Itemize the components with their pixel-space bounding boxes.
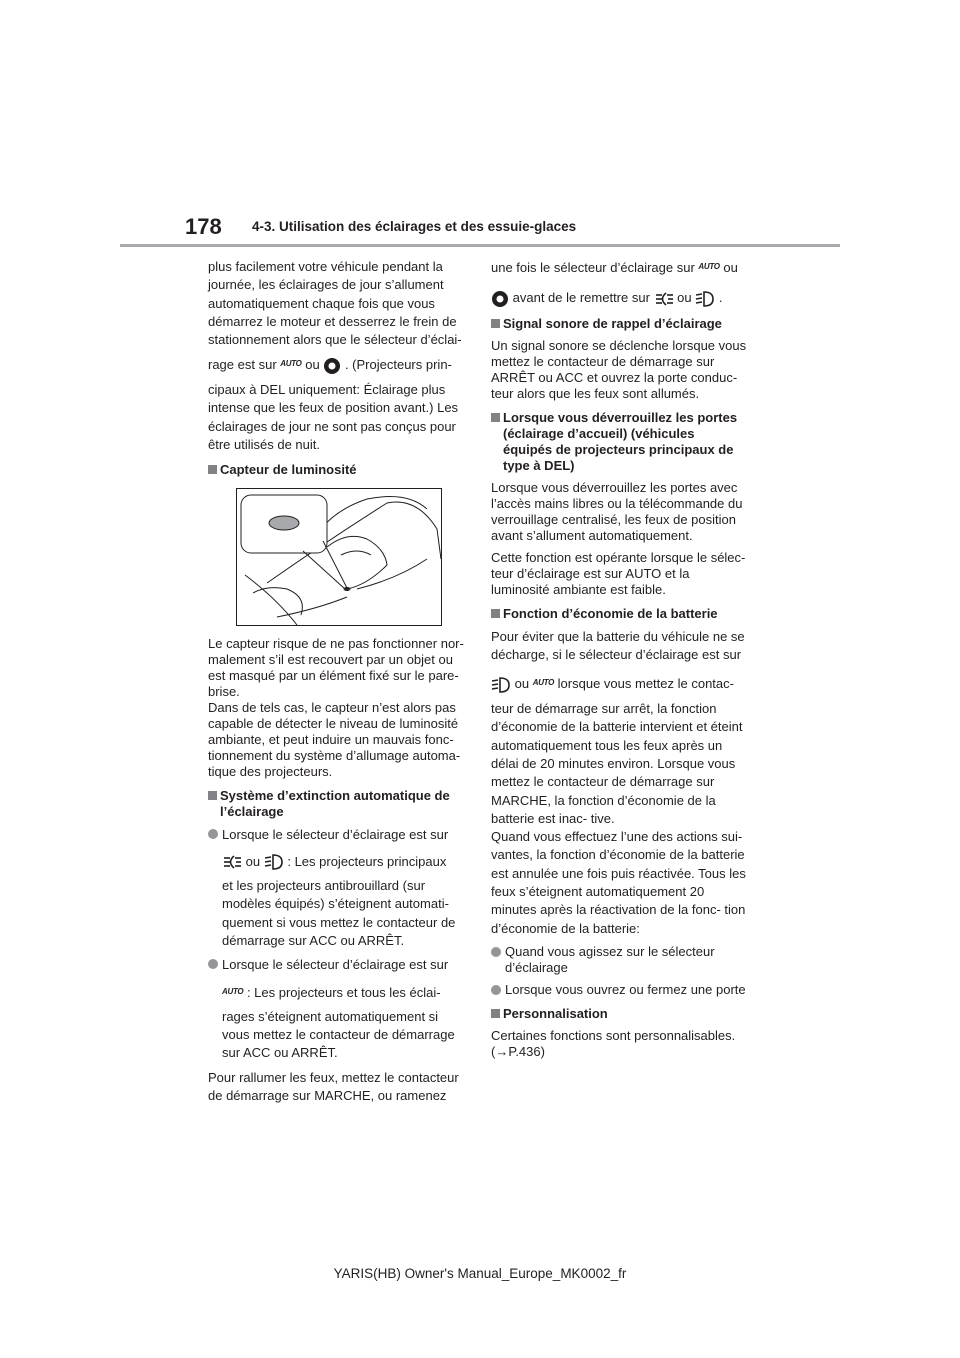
unlock-text-2: Cette fonction est opérante lorsque le sélec- teur d’éclairage est sur AUTO et la luminosité ambiante est faible. (491, 549, 746, 597)
heading-light-sensor: Capteur de luminosité (208, 462, 464, 478)
heading-auto-off: Système d’extinction automatique de l’éclairage (208, 788, 464, 820)
relight-text: Pour rallumer les feux, mettez le contacteur de démarrage sur MARCHE, ou ramenez (208, 1069, 459, 1104)
headlight-icon (654, 291, 674, 307)
auto-light-icon: AUTO (280, 359, 302, 369)
sensor-text-1: Le capteur risque de ne pas fonctionner nor- malement s’il est recouvert par un objet ou est masqué par un élément fixé sur le pare- brise. (208, 636, 464, 700)
parking-light-icon (491, 290, 509, 308)
auto-light-icon: AUTO (222, 986, 244, 996)
unlock-text-1: Lorsque vous déverrouillez les portes avec l’accès mains libres ou la télécommande du verrouillage centralisé, les feux de position avant s’allument automatiquement. (491, 479, 743, 543)
bullet-headlight-off: Lorsque le sélecteur d’éclairage est sur ou : Les projecteurs principaux et les projecteurs antibrouillard (sur modèles équipés) s’éteignent automati- quement si vous mettez le contacteur de démarrage sur ACC ou ARRÊT. (208, 826, 464, 950)
continuation-line-1: une fois le sélecteur d’éclairage sur $^{AUTO}$ ou (491, 260, 738, 275)
headlight-icon (222, 854, 242, 870)
daytime-light-icon (491, 676, 511, 694)
custom-page-reference: (→P.436) (491, 1043, 545, 1059)
parking-light-icon (323, 357, 341, 375)
bullet-auto-off: Lorsque le sélecteur d’éclairage est sur $^{AUTO}$ : Les projecteurs et tous les éclai- rages s’éteignent automatiquement si vous mettez le contacteur de démarrage sur ACC ou ARRÊT. (208, 956, 464, 1062)
custom-text: Certaines fonctions sont personnalisables. (491, 1027, 736, 1043)
battery-text-1: Pour éviter que la batterie du véhicule ne se décharge, si le sélecteur d’éclairage est sur (491, 628, 745, 663)
signal-text: Un signal sonore se déclenche lorsque vous mettez le contacteur de démarrage sur ARRÊT ou ACC et ouvrez la porte conduc- teur alors que les feux sont allumés. (491, 337, 747, 401)
auto-light-icon: AUTO (698, 262, 720, 271)
daytime-light-icon (695, 290, 715, 308)
heading-welcome-lighting: Lorsque vous déverrouillez les portes (éclairage d’accueil) (véhicules équipés de projecteurs principaux de type à DEL) (491, 410, 747, 474)
page-number: 178 (185, 214, 222, 239)
heading-reminder-signal: Signal sonore de rappel d’éclairage (491, 316, 747, 332)
intro-icon-line: rage est sur $^{AUTO}$ ou . (Projecteurs prin- (208, 355, 464, 375)
footer-manual-id: YARIS(HB) Owner's Manual_Europe_MK0002_fr (333, 1266, 627, 1281)
intro-paragraph: plus facilement votre véhicule pendant la journée, les éclairages de jour s’allument automatiquement chaque fois que vous démarrez le moteur et desserrez le frein de stationnement alors que le sélecteur d’éclai- (208, 259, 462, 348)
heading-battery-saver: Fonction d’économie de la batterie (491, 606, 747, 622)
auto-light-icon: AUTO (532, 678, 555, 688)
battery-text-4: Quand vous effectuez l’une des actions sui- vantes, la fonction d’économie de la batterie est annulée une fois puis réactivée. Tous les feux s’éteignent automatiquement 20 minutes après la réactivation de la fonc- tion d’économie de la batterie: (491, 829, 746, 936)
right-column (491, 258, 747, 1066)
daytime-light-icon (264, 853, 284, 871)
sensor-text-2: Dans de tels cas, le capteur n’est alors pas capable de détecter le niveau de luminosité ambiante, et peut induire un mauvais fonc- tionnement du système d’allumage automa- tique des projecteurs. (208, 700, 461, 780)
heading-customization: Personnalisation (491, 1006, 747, 1022)
light-sensor-illustration (236, 488, 442, 626)
battery-bullet-1: Quand vous agissez sur le sélecteur d’éclairage (491, 944, 747, 976)
intro-paragraph-end: cipaux à DEL uniquement: Éclairage plus intense que les feux de position avant.) Les éclairages de jour ne sont pas conçus pour être utilisés de nuit. (208, 382, 459, 452)
battery-icon-line: ou $^{AUTO}$ lorsque vous mettez le contac- (491, 674, 747, 694)
continuation-line-2: avant de le remettre sur ou . (491, 289, 747, 308)
car-dashboard-drawing (237, 489, 441, 625)
left-column (208, 258, 464, 1111)
header-rule (120, 244, 840, 247)
section-title: 4-3. Utilisation des éclairages et des essuie-glaces (252, 219, 577, 234)
battery-text-3: teur de démarrage sur arrêt, la fonction d’économie de la batterie intervient et éteint automatiquement tous les feux après un délai de 20 minutes environ. Lorsque vous mettez le contacteur de démarrage sur MARCHE, la fonction d’économie de la batterie est inac- tive. (491, 701, 743, 826)
battery-bullet-2: Lorsque vous ouvrez ou fermez une porte (491, 982, 747, 998)
